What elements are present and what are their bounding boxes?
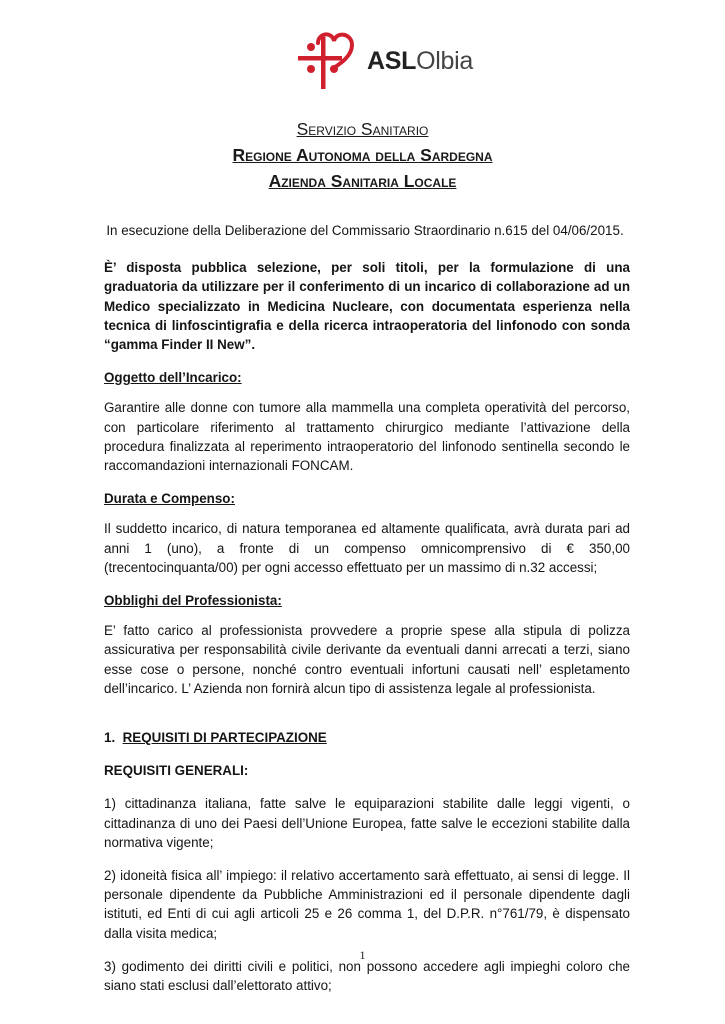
section-text-oggetto: Garantire alle donne con tumore alla mammella una completa operatività del percorso, con particolare riferimento al trattamento chirurgico mediante l’attivazione della procedura finalizzata al reperimento intraoperatorio del linfonodo sentinella secondo le raccomandazioni internazionali FONCAM.: [104, 400, 630, 474]
requisiti-heading: [104, 728, 630, 747]
section-text-durata: Il suddetto incarico, di natura temporanea ed altamente qualificata, avrà durata pari ad anni 1 (uno), a fronte di un compenso omnicomprensivo di € 350,00 (trecentocinquanta/00) per ogni accesso effettuato per un massimo di n.32 accessi;: [104, 521, 630, 575]
requisiti-generali-heading: REQUISITI GENERALI:: [104, 763, 249, 779]
requisiti-number: 1.: [104, 730, 116, 746]
requisito-item-1: 1) cittadinanza italiana, fatte salve le equiparazioni stabilite dalle leggi vigenti, o cittadinanza di uno dei Paesi dell’Unione Europea, fatte salve le eccezioni stabilite dalla normativa vigente;: [104, 796, 630, 850]
section-heading-obblighi: Obblighi del Professionista:: [104, 593, 282, 609]
section-heading-durata: Durata e Compenso:: [104, 491, 235, 507]
title-azienda: Azienda Sanitaria Locale: [268, 171, 457, 191]
section-heading-oggetto: Oggetto dell’Incarico:: [104, 370, 242, 386]
requisiti-title: REQUISITI DI PARTECIPAZIONE: [122, 730, 327, 746]
intro-paragraph: In esecuzione della Deliberazione del Commissario Straordinario n.615 del 04/06/2015.: [106, 223, 624, 238]
title-regione: Regione Autonoma della Sardegna: [232, 145, 493, 165]
asl-olbia-logo: [298, 29, 473, 91]
requisito-item-3: 3) godimento dei diritti civili e politici, non possono accedere agli impieghi coloro che siano stati esclusi dall’elettorato attivo;: [104, 958, 630, 994]
document-body: [104, 221, 630, 995]
logo-wordmark: ASLOlbia: [367, 47, 473, 75]
section-text-obblighi: E’ fatto carico al professionista provvedere a proprie spese alla stipula di polizza assicurativa per responsabilità civile derivante da eventuali danni arrecati a terzi, siano esse cose o persone, nonché contro eventuali infortuni causati nell’ espletamento dell’incarico. L’ Azienda non fornirà alcun tipo di assistenza legale al professionista.: [104, 623, 630, 696]
document-header: [0, 116, 725, 194]
announcement-paragraph: È’ disposta pubblica selezione, per soli titoli, per la formulazione di una graduatoria da utilizzare per il conferimento di un incarico di collaborazione ad un Medico specializzato in Medicina Nucleare, con documentata esperienza nella tecnica di linfoscintigrafia e della ricerca intraoperatoria del linfonodo con sonda “gamma Finder II New”.: [104, 260, 630, 353]
title-servizio-sanitario: Servizio Sanitario: [296, 119, 429, 139]
requisito-item-2: 2) idoneità fisica all’ impiego: il relativo accertamento sarà effettuato, ai sensi di legge. Il personale dipendente da Pubbliche Amministrazioni ed il personale dipendente dagli istituti, ed Enti di cui agli articoli 25 e 26 comma 1, del D.P.R. n°761/79, è dispensato dalla visita medica;: [104, 868, 630, 941]
asl-cross-heart-icon: [298, 29, 362, 91]
page-number: 1: [359, 948, 366, 962]
